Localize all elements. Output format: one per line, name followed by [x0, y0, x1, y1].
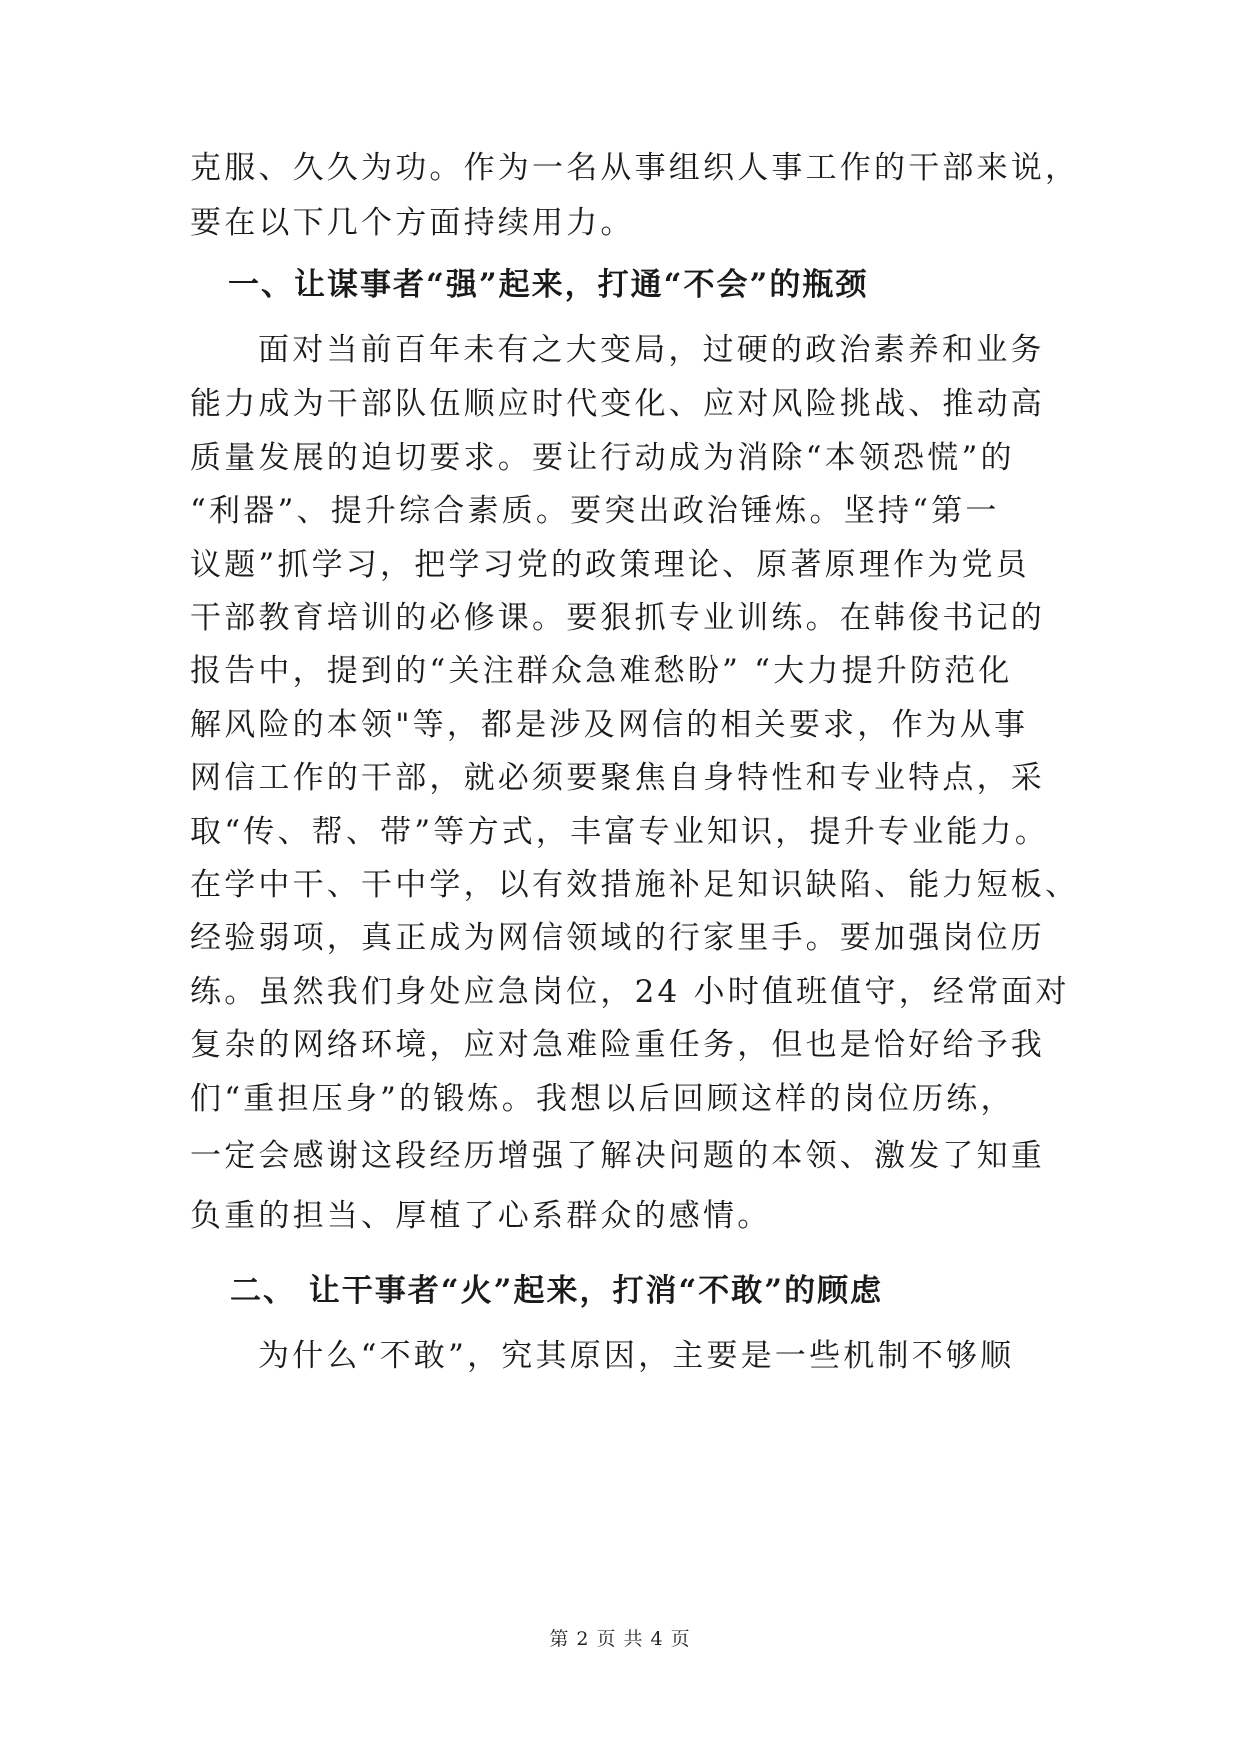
paragraph-line: 们“重担压身”的锻炼。我想以后回顾这样的岗位历练， — [190, 1081, 1015, 1117]
paragraph-line: 复杂的网络环境，应对急难险重任务，但也是恰好给予我 — [190, 1027, 1045, 1063]
paragraph-line: 一定会感谢这段经历增强了解决问题的本领、激发了知重 — [190, 1138, 1045, 1174]
section-heading-1: 一、让谋事者“强”起来，打通“不会”的瓶颈 — [228, 267, 869, 303]
paragraph-line: 干部教育培训的必修课。要狠抓专业训练。在韩俊书记的 — [190, 600, 1045, 636]
body-line: 要在以下几个方面持续用力。 — [190, 205, 635, 241]
paragraph-line: 报告中，提到的“关注群众急难愁盼” “大力提升防范化 — [190, 653, 1013, 689]
paragraph-line: 面对当前百年未有之大变局，过硬的政治素养和业务 — [258, 332, 1045, 368]
paragraph-line: 负重的担当、厚植了心系群众的感情。 — [190, 1198, 772, 1234]
paragraph-line: 经验弱项，真正成为网信领域的行家里手。要加强岗位历 — [190, 920, 1045, 956]
paragraph-line: 议题”抓学习，把学习党的政策理论、原著原理作为党员 — [190, 547, 1030, 583]
paragraph-line: 质量发展的迫切要求。要让行动成为消除“本领恐慌”的 — [190, 440, 1015, 476]
paragraph-line: 为什么“不敢”，究其原因，主要是一些机制不够顺 — [258, 1338, 1015, 1374]
paragraph-line: 网信工作的干部，就必须要聚焦自身特性和专业特点，采 — [190, 760, 1045, 796]
page-number: 第 2 页 共 4 页 — [549, 1628, 691, 1650]
body-line: 克服、久久为功。作为一名从事组织人事工作的干部来说， — [190, 150, 1080, 186]
section-heading-2: 二、 让干事者“火”起来，打消“不敢”的顾虑 — [230, 1273, 884, 1309]
paragraph-line: 练。虽然我们身处应急岗位，24 小时值班值守，经常面对 — [190, 974, 1070, 1010]
paragraph-line: “利器”、提升综合素质。要突出政治锤炼。坚持“第一 — [190, 493, 1000, 529]
paragraph-line: 能力成为干部队伍顺应时代变化、应对风险挑战、推动高 — [190, 386, 1045, 422]
paragraph-line: 解风险的本领"等，都是涉及网信的相关要求，作为从事 — [190, 707, 1029, 743]
paragraph-line: 取“传、帮、带”等方式，丰富专业知识，提升专业能力。 — [190, 814, 1049, 850]
paragraph-line: 在学中干、干中学，以有效措施补足知识缺陷、能力短板、 — [190, 867, 1080, 903]
